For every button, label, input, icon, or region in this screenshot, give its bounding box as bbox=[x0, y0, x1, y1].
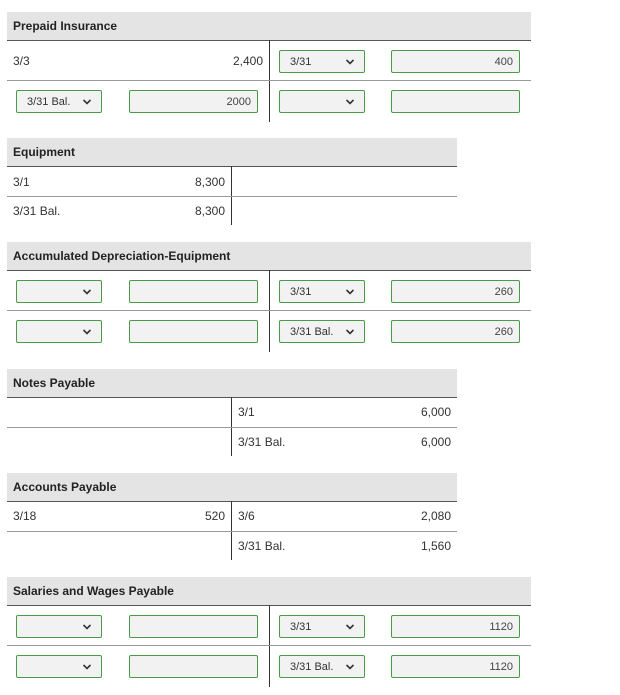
credit-amount: 6,000 bbox=[420, 435, 451, 449]
credit-amount-field[interactable]: 400 bbox=[391, 50, 520, 73]
credit-date-select[interactable]: 3/31 bbox=[279, 615, 365, 638]
chevron-down-icon bbox=[346, 58, 354, 66]
row-divider bbox=[7, 196, 457, 197]
debit-amount-field[interactable] bbox=[129, 615, 258, 638]
row-divider bbox=[7, 645, 531, 646]
debit-date: 3/18 bbox=[13, 509, 37, 523]
credit-amount-field[interactable]: 260 bbox=[391, 280, 520, 303]
account-title: Accumulated Depreciation-Equipment bbox=[7, 242, 531, 270]
chevron-down-icon bbox=[346, 663, 354, 671]
chevron-down-icon bbox=[83, 288, 91, 296]
credit-date-select[interactable]: 3/31 bbox=[279, 50, 365, 73]
credit-amount-field[interactable] bbox=[391, 90, 520, 113]
chevron-down-icon bbox=[83, 98, 91, 106]
chevron-down-icon bbox=[346, 288, 354, 296]
debit-amount-field[interactable] bbox=[129, 655, 258, 678]
debit-date-select[interactable] bbox=[16, 320, 102, 343]
debit-amount: 2,400 bbox=[232, 54, 263, 68]
account-title: Prepaid Insurance bbox=[7, 12, 531, 40]
credit-date: 3/31 Bal. bbox=[238, 435, 286, 449]
row-divider bbox=[7, 310, 531, 311]
row-divider bbox=[7, 427, 457, 428]
row-divider bbox=[7, 80, 531, 81]
debit-amount: 8,300 bbox=[194, 175, 225, 189]
chevron-down-icon bbox=[346, 623, 354, 631]
credit-date-select[interactable]: 3/31 Bal. bbox=[279, 655, 365, 678]
debit-amount: 520 bbox=[204, 509, 225, 523]
credit-date-select[interactable]: 3/31 Bal. bbox=[279, 320, 365, 343]
chevron-down-icon bbox=[83, 623, 91, 631]
debit-date: 3/3 bbox=[13, 54, 30, 68]
credit-date: 3/6 bbox=[238, 509, 255, 523]
credit-amount: 6,000 bbox=[420, 405, 451, 419]
account-title: Salaries and Wages Payable bbox=[7, 577, 531, 605]
t-account-divider bbox=[269, 40, 270, 122]
credit-amount: 1,560 bbox=[420, 539, 451, 553]
debit-date: 3/1 bbox=[13, 175, 30, 189]
chevron-down-icon bbox=[346, 98, 354, 106]
debit-date-select[interactable] bbox=[16, 655, 102, 678]
credit-amount-field[interactable]: 1120 bbox=[391, 615, 520, 638]
t-account-top-rule bbox=[7, 397, 457, 398]
t-account-top-rule bbox=[7, 166, 457, 167]
debit-amount-field[interactable]: 2000 bbox=[129, 90, 258, 113]
debit-amount-field[interactable] bbox=[129, 280, 258, 303]
account-title: Accounts Payable bbox=[7, 473, 457, 501]
chevron-down-icon bbox=[83, 663, 91, 671]
credit-amount-field[interactable]: 260 bbox=[391, 320, 520, 343]
debit-amount: 8,300 bbox=[194, 204, 225, 218]
account-title: Equipment bbox=[7, 138, 457, 166]
credit-date: 3/31 Bal. bbox=[238, 539, 286, 553]
debit-date-select[interactable] bbox=[16, 280, 102, 303]
credit-date-select[interactable]: 3/31 bbox=[279, 280, 365, 303]
t-account-divider bbox=[269, 605, 270, 687]
row-divider bbox=[7, 531, 457, 532]
debit-date: 3/31 Bal. bbox=[13, 204, 61, 218]
credit-date: 3/1 bbox=[238, 405, 255, 419]
debit-date-select[interactable]: 3/31 Bal. bbox=[16, 90, 102, 113]
credit-date-select[interactable] bbox=[279, 90, 365, 113]
chevron-down-icon bbox=[346, 328, 354, 336]
t-account-top-rule bbox=[7, 501, 457, 502]
credit-amount: 2,080 bbox=[420, 509, 451, 523]
credit-amount-field[interactable]: 1120 bbox=[391, 655, 520, 678]
chevron-down-icon bbox=[83, 328, 91, 336]
debit-date-select[interactable] bbox=[16, 615, 102, 638]
debit-amount-field[interactable] bbox=[129, 320, 258, 343]
t-account-divider bbox=[269, 270, 270, 352]
account-title: Notes Payable bbox=[7, 369, 457, 397]
